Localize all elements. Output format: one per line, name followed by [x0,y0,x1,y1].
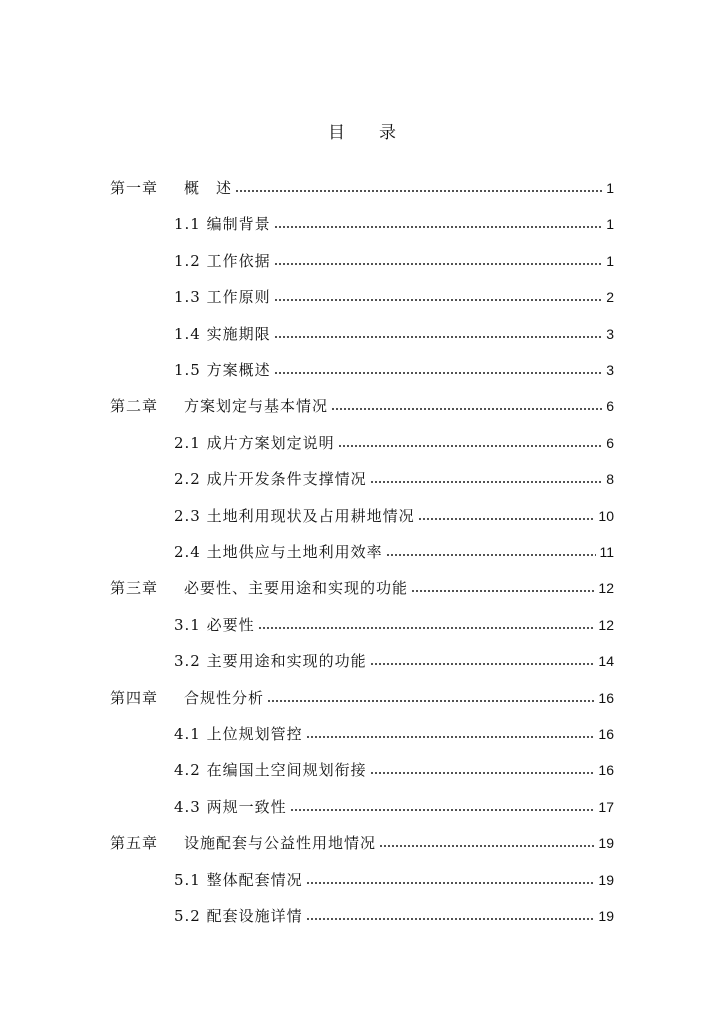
dot-leader [274,335,604,339]
toc-section-title: 2.3 土地利用现状及占用耕地情况 [174,507,415,525]
dot-leader [306,917,596,921]
toc-chapter-entry[interactable] [110,683,614,707]
toc-page-number: 16 [598,690,614,706]
toc-section-entry[interactable] [174,865,614,889]
dot-leader [274,298,604,302]
toc-section-title: 5.2 配套设施详情 [174,907,303,925]
toc-section-title: 2.2 成片开发条件支撑情况 [174,470,367,488]
dot-leader [331,407,603,411]
toc-chapter-entry[interactable] [110,391,614,415]
toc-section-title: 1.5 方案概述 [174,361,271,379]
dot-leader [306,881,596,885]
toc-page-number: 10 [598,508,614,524]
toc-section-entry[interactable] [174,610,614,634]
toc-page-number: 12 [598,617,614,633]
toc-page-number: 1 [606,216,614,232]
toc-page-number: 16 [598,726,614,742]
toc-chapter-entry[interactable] [110,173,614,197]
toc-section-title: 3.2 主要用途和实现的功能 [174,652,367,670]
toc-section-entry[interactable] [174,901,614,925]
dot-leader [258,626,596,630]
toc-section-entry[interactable] [174,464,614,488]
dot-leader [370,480,604,484]
dot-leader [370,771,596,775]
toc-chapter-title: 概 述 [184,179,233,197]
dot-leader [274,371,604,375]
toc-chapter-label [110,834,376,852]
toc-section-entry[interactable] [174,246,614,270]
toc-chapter-number: 第四章 [110,689,159,707]
dot-leader [274,225,604,229]
dot-leader [267,699,595,703]
toc-page-number: 1 [606,180,614,196]
toc-page-number: 14 [598,653,614,669]
toc-page-number: 16 [598,762,614,778]
toc-chapter-label [110,689,264,707]
toc-section-title: 4.1 上位规划管控 [174,725,303,743]
toc-chapter-entry[interactable] [110,573,614,597]
toc-section-entry[interactable] [174,501,614,525]
toc-section-title: 4.2 在编国土空间规划衔接 [174,761,367,779]
toc-section-title: 1.4 实施期限 [174,325,271,343]
toc-chapter-label [110,397,328,415]
toc-chapter-number: 第三章 [110,579,159,597]
toc-page-number: 12 [598,580,614,596]
toc-chapter-title: 必要性、主要用途和实现的功能 [184,579,409,597]
toc-section-title: 2.4 土地供应与土地利用效率 [174,543,383,561]
toc-chapter-number: 第二章 [110,397,159,415]
dot-leader [379,844,595,848]
page-title: 目 录 [328,123,396,143]
dot-leader [290,808,596,812]
toc-chapter-title: 方案划定与基本情况 [184,397,329,415]
toc-section-title: 4.3 两规一致性 [174,798,287,816]
toc-section-title: 1.3 工作原则 [174,288,271,306]
toc-section-entry[interactable] [174,755,614,779]
toc-page-number: 8 [606,471,614,487]
dot-leader [235,189,603,193]
dot-leader [370,662,596,666]
dot-leader [418,517,596,521]
toc-section-entry[interactable] [174,719,614,743]
toc-page-number: 19 [598,872,614,888]
toc-page-number: 17 [598,799,614,815]
toc-page-number: 6 [606,435,614,451]
toc-chapter-title: 设施配套与公益性用地情况 [184,834,377,852]
toc-section-title: 3.1 必要性 [174,616,255,634]
dot-leader [306,735,596,739]
toc-chapter-title: 合规性分析 [184,689,265,707]
dot-leader [411,589,595,593]
toc-page-number: 3 [606,326,614,342]
dot-leader [386,553,597,557]
toc-chapter-label [110,579,408,597]
toc-page-number: 6 [606,398,614,414]
toc-section-entry[interactable] [174,792,614,816]
toc-section-entry[interactable] [174,282,614,306]
toc-section-entry[interactable] [174,646,614,670]
toc-page-number: 19 [598,908,614,924]
toc-section-entry[interactable] [174,209,614,233]
toc-chapter-number: 第一章 [110,179,159,197]
toc-section-entry[interactable] [174,319,614,343]
toc-section-title: 5.1 整体配套情况 [174,871,303,889]
toc-section-entry[interactable] [174,355,614,379]
toc-page-number: 2 [606,289,614,305]
toc-section-entry[interactable] [174,537,614,561]
toc-page-number: 11 [599,544,614,560]
toc-page-number: 3 [606,362,614,378]
toc-page-number: 1 [606,253,614,269]
toc-section-title: 1.1 编制背景 [174,215,271,233]
toc-chapter-number: 第五章 [110,834,159,852]
toc-section-title: 2.1 成片方案划定说明 [174,434,335,452]
toc-section-entry[interactable] [174,428,614,452]
dot-leader [274,262,604,266]
toc-page-number: 19 [598,835,614,851]
toc-chapter-label [110,179,232,197]
toc-section-title: 1.2 工作依据 [174,252,271,270]
toc-chapter-entry[interactable] [110,828,614,852]
dot-leader [338,444,604,448]
